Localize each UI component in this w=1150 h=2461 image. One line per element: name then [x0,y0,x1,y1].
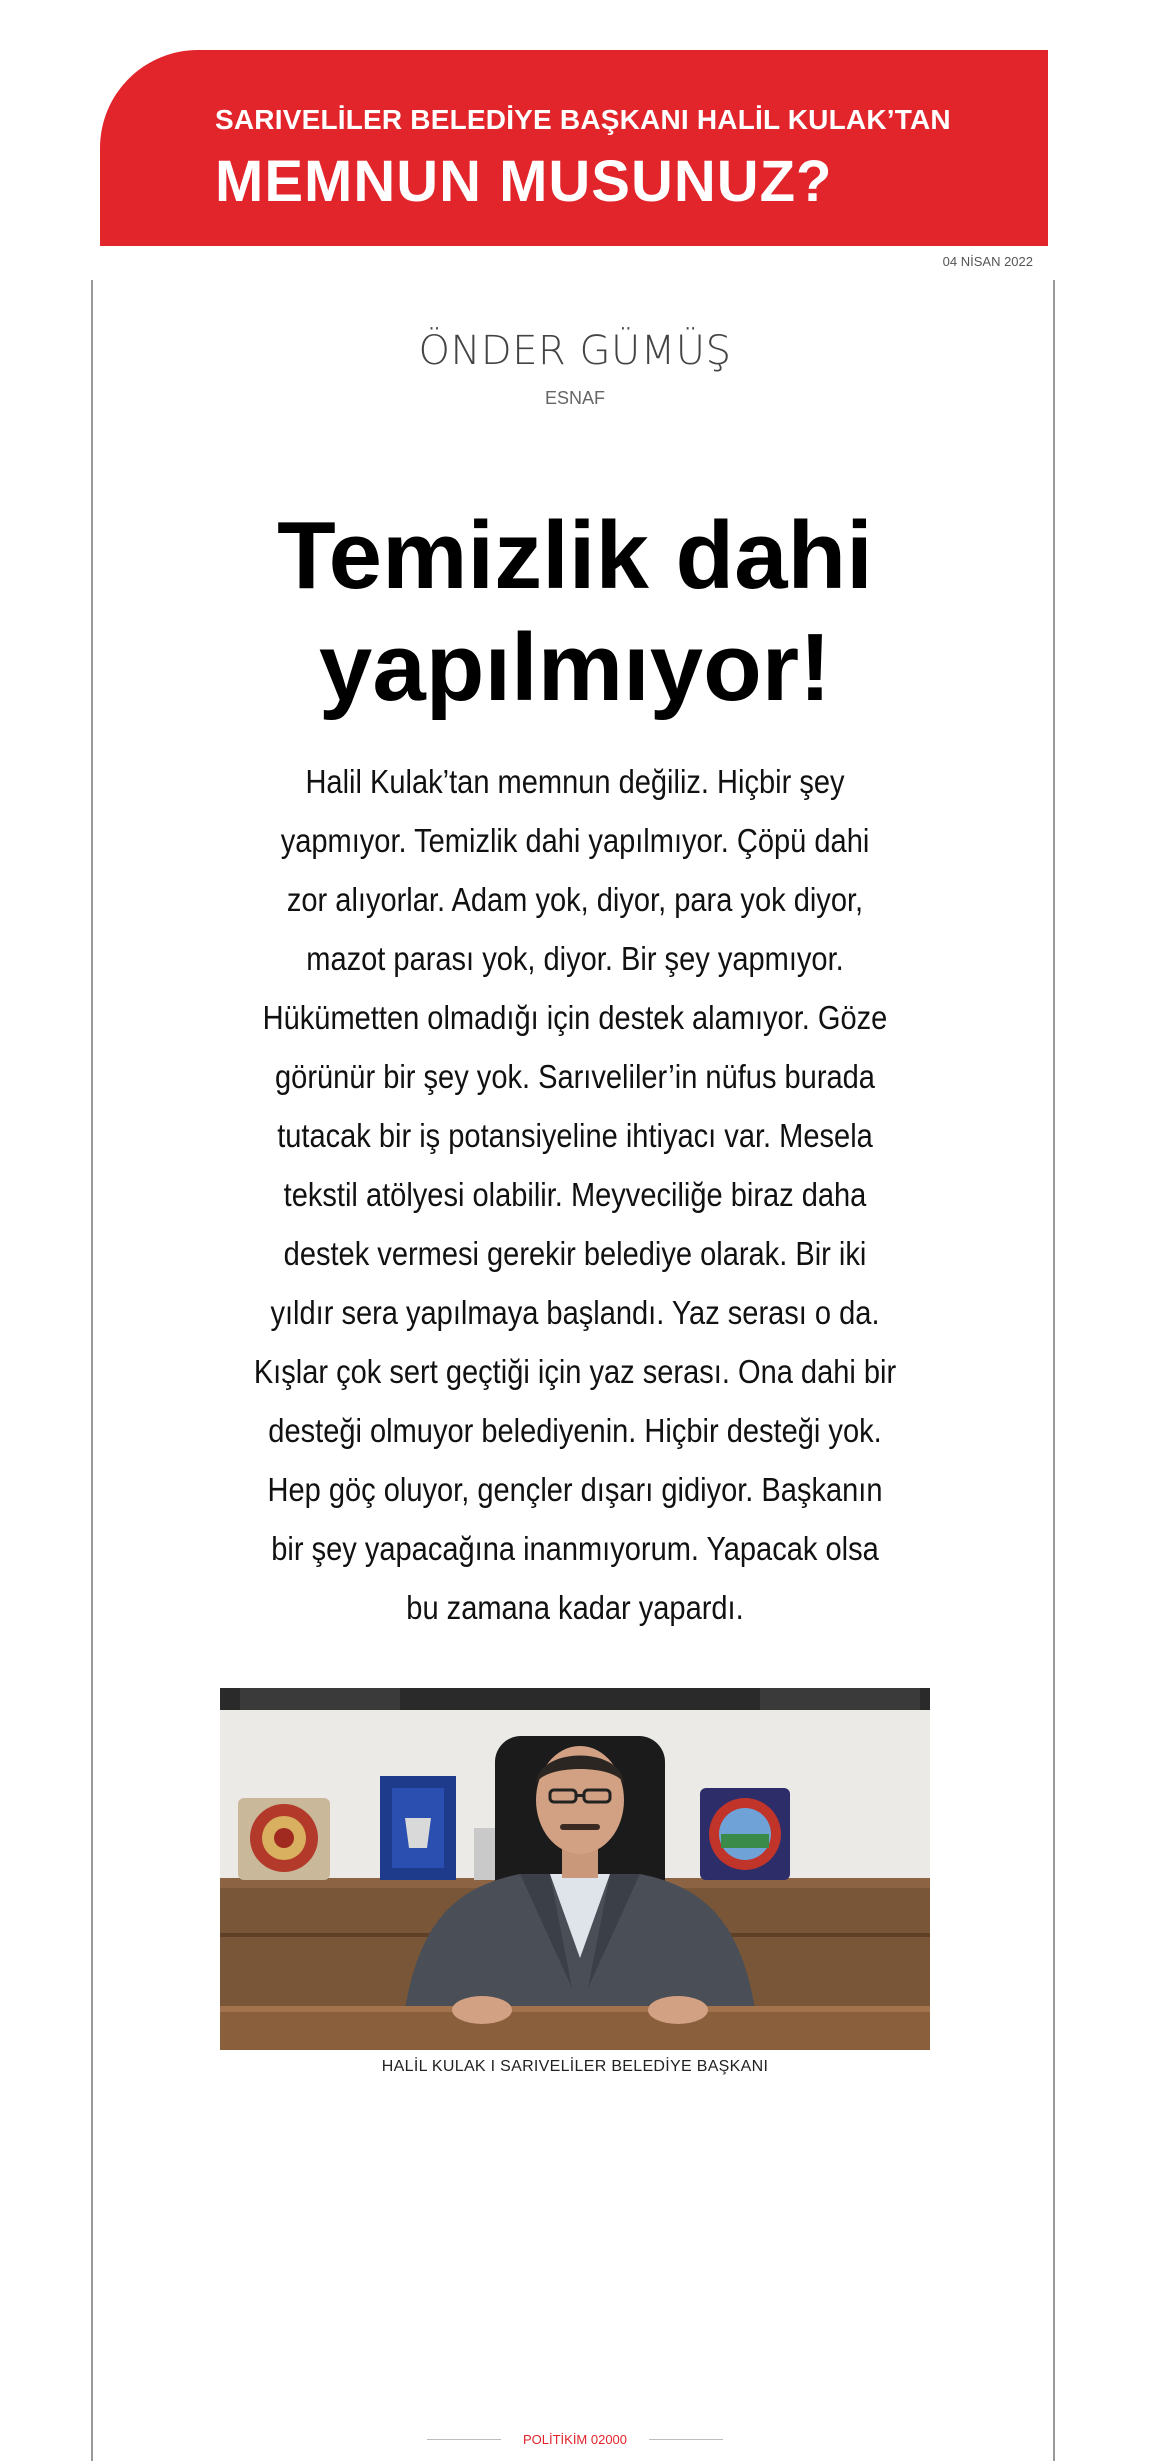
body-line: Halil Kulak’tan memnun değiliz. Hiçbir şey [305,763,845,800]
body-line: bu zamana kadar yapardı. [406,1589,744,1626]
article-body [245,752,905,1637]
body-line: mazot parası yok, diyor. Bir şey yapmıyor. [306,940,844,977]
footer-divider [649,2439,723,2440]
body-line: tutacak bir iş potansiyeline ihtiyacı var. Mesela [277,1117,873,1154]
body-line: Hep göç oluyor, gençler dışarı gidiyor. Başkanın [267,1471,883,1508]
header-title: MEMNUN MUSUNUZ? [215,149,833,214]
article-headline [160,500,990,724]
mayor-photo [220,1688,930,2050]
body-line: desteği olmuyor belediyenin. Hiçbir desteği yok. [268,1412,882,1449]
body-line: Hükümetten olmadığı için destek alamıyor. Göze [262,999,888,1036]
body-line: bir şey yapacağına inanmıyorum. Yapacak olsa [271,1530,879,1567]
footer [0,2432,1150,2447]
publish-date: 04 NİSAN 2022 [942,254,1033,269]
footer-text: POLİTİKİM 02000 [522,2432,628,2447]
body-line: zor alıyorlar. Adam yok, diyor, para yok diyor, [286,881,864,918]
body-line: görünür bir şey yok. Sarıveliler’in nüfus burada [275,1058,875,1095]
footer-divider [427,2439,501,2440]
interviewee-role: ESNAF [544,388,605,408]
body-line: yıldır sera yapılmaya başlandı. Yaz serası o da. [270,1294,880,1331]
body-line: destek vermesi gerekir belediye olarak. Bir iki [283,1235,867,1272]
headline-line: Temizlik dahi [277,502,873,609]
body-line: Kışlar çok sert geçtiği için yaz serası. Ona dahi bir [253,1353,897,1390]
photo-caption: HALİL KULAK I SARIVELİLER BELEDİYE BAŞKANI [381,2058,769,2075]
interviewee-name: ÖNDER GÜMÜŞ [418,328,732,374]
body-line: tekstil atölyesi olabilir. Meyveciliğe biraz daha [283,1176,867,1213]
body-line: yapmıyor. Temizlik dahi yapılmıyor. Çöpü dahi [280,822,870,859]
header-kicker: SARIVELİLER BELEDİYE BAŞKANI HALİL KULAK’TAN [215,104,951,135]
headline-line: yapılmıyor! [318,614,832,721]
